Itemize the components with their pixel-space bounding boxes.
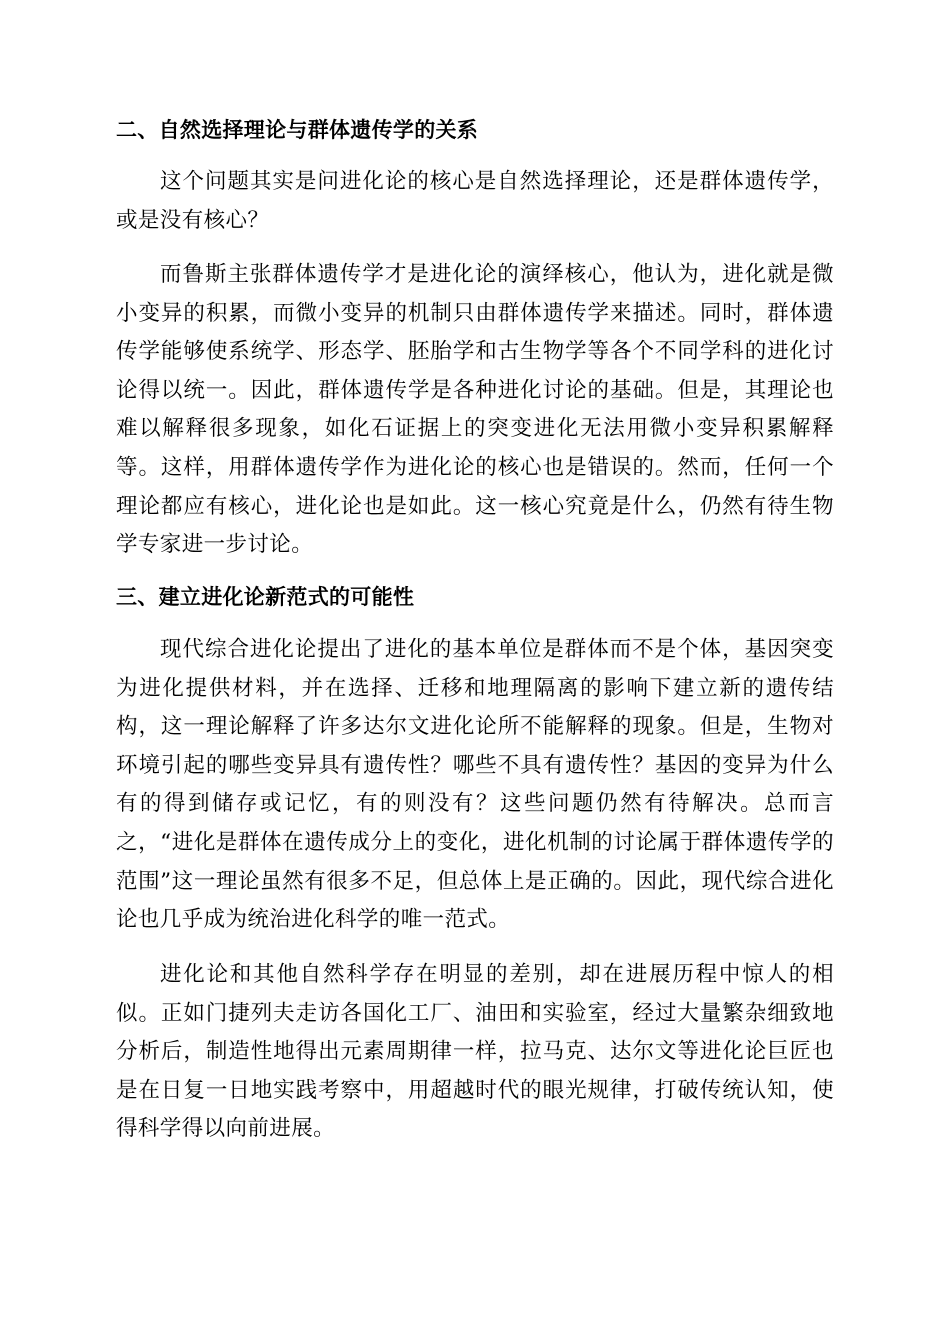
section-2-paragraph-2: 而鲁斯主张群体遗传学才是进化论的演绎核心，他认为，进化就是微小变异的积累，而微小变异的机制只由群体遗传学来描述。同时，群体遗传学能够使系统学、形态学、胚胎学和古生物学等各个不同学科的进化讨论得以统一。因此，群体遗传学是各种进化讨论的基础。但是，其理论也难以解释很多现象，如化石证据上的突变进化无法用微小变异积累解释等。这样，用群体遗传学作为进化论的核心也是错误的。然而，任何一个理论都应有核心，进化论也是如此。这一核心究竟是什么，仍然有待生物学专家进一步讨论。	[116, 262, 834, 558]
section-heading-2: 二、自然选择理论与群体遗传学的关系	[116, 118, 479, 142]
section-3-paragraph-2: 进化论和其他自然科学存在明显的差别，却在进展历程中惊人的相似。正如门捷列夫走访各国化工厂、油田和实验室，经过大量繁杂细致地分析后，制造性地得出元素周期律一样，拉马克、达尔文等进化论巨匠也是在日复一日地实践考察中，用超越时代的眼光规律，打破传统认知，使得科学得以向前进展。	[116, 962, 834, 1142]
section-heading-3: 三、建立进化论新范式的可能性	[116, 585, 415, 609]
section-2-paragraph-1: 这个问题其实是问进化论的核心是自然选择理论，还是群体遗传学，或是没有核心？	[116, 169, 834, 233]
section-3-paragraph-1: 现代综合进化论提出了进化的基本单位是群体而不是个体，基因突变为进化提供材料，并在选择、迁移和地理隔离的影响下建立新的遗传结构，这一理论解释了许多达尔文进化论所不能解释的现象。但是，生物对环境引起的哪些变异具有遗传性？哪些不具有遗传性？基因的变异为什么有的得到储存或记忆，有的则没有？这些问题仍然有待解决。总而言之，“进化是群体在遗传成分上的变化，进化机制的讨论属于群体遗传学的范围”这一理论虽然有很多不足，但总体上是正确的。因此，现代综合进化论也几乎成为统治进化科学的唯一范式。	[116, 637, 834, 933]
